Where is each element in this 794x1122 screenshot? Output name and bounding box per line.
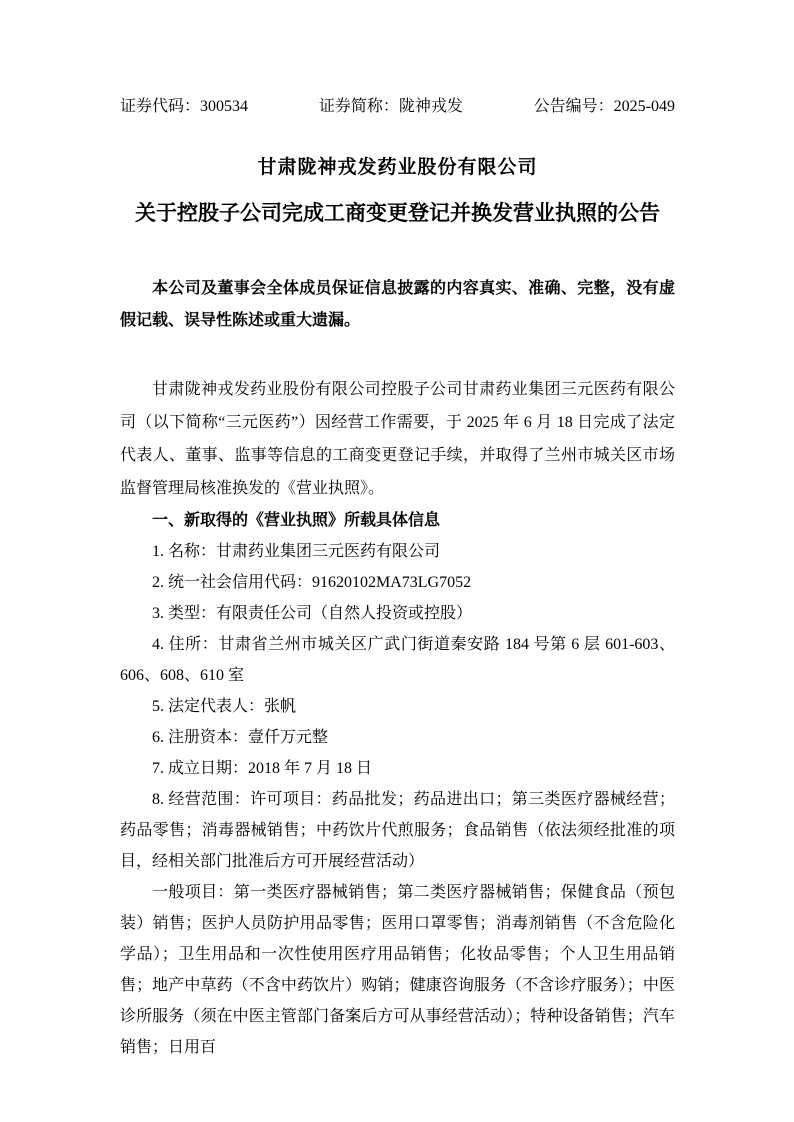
section-heading: 一、新取得的《营业执照》所载具体信息: [152, 512, 441, 529]
license-item-legal-representative: 5. 法定代表人：张帆: [152, 698, 297, 715]
license-item-name: 1. 名称：甘肃药业集团三元医药有限公司: [152, 543, 441, 560]
announcement-number: 公告编号：2025-049: [533, 98, 675, 115]
announcement-title: 关于控股子公司完成工商变更登记并换发营业执照的公告: [135, 201, 660, 225]
license-item-business-scope: 8. 经营范围：许可项目：药品批发；药品进出口；第三类医疗器械经营；药品零售；消毒器械销售；中药饮片代煎服务；食品销售（依法须经批准的项目，经相关部门批准后方可开展经营活动）: [120, 791, 675, 870]
license-item-address: 4. 住所：甘肃省兰州市城关区广武门街道秦安路 184 号第 6 层 601-603、606、608、610 室: [120, 636, 675, 684]
company-name-title: 甘肃陇神戎发药业股份有限公司: [257, 157, 538, 178]
license-item-establishment-date: 7. 成立日期：2018 年 7 月 18 日: [152, 760, 373, 777]
general-projects-paragraph: 一般项目：第一类医疗器械销售；第二类医疗器械销售；保健食品（预包装）销售；医护人员防护用品零售；医用口罩零售；消毒剂销售（不含危险化学品）；卫生用品和一次性使用医疗用品销售；化妆品零售；个人卫生用品销售；地产中草药（不含中药饮片）购销；健康咨询服务（不含诊疗服务）；中医诊所服务（须在中医主管部门备案后方可从事经营活动）；特种设备销售；汽车销售；日用百: [120, 884, 675, 1056]
disclosure-statement: 本公司及董事会全体成员保证信息披露的内容真实、准确、完整，没有虚假记载、误导性陈述或重大遗漏。: [120, 280, 675, 329]
stock-code: 证券代码：300534: [120, 98, 249, 115]
intro-paragraph: 甘肃陇神戎发药业股份有限公司控股子公司甘肃药业集团三元医药有限公司（以下简称“三元医药”）因经营工作需要，于 2025 年 6 月 18 日完成了法定代表人、董事、监事等信息的工商变更登记手续，并取得了兰州市城关区市场监督管理局核准换发的《营业执照》。: [120, 381, 675, 497]
license-item-type: 3. 类型：有限责任公司（自然人投资或控股）: [152, 605, 473, 622]
license-item-registered-capital: 6. 注册资本：壹仟万元整: [152, 729, 329, 746]
license-item-credit-code: 2. 统一社会信用代码：91620102MA73LG7052: [152, 574, 472, 591]
stock-short-name: 证券简称：陇神戎发: [318, 98, 463, 115]
document-header: [120, 97, 675, 117]
